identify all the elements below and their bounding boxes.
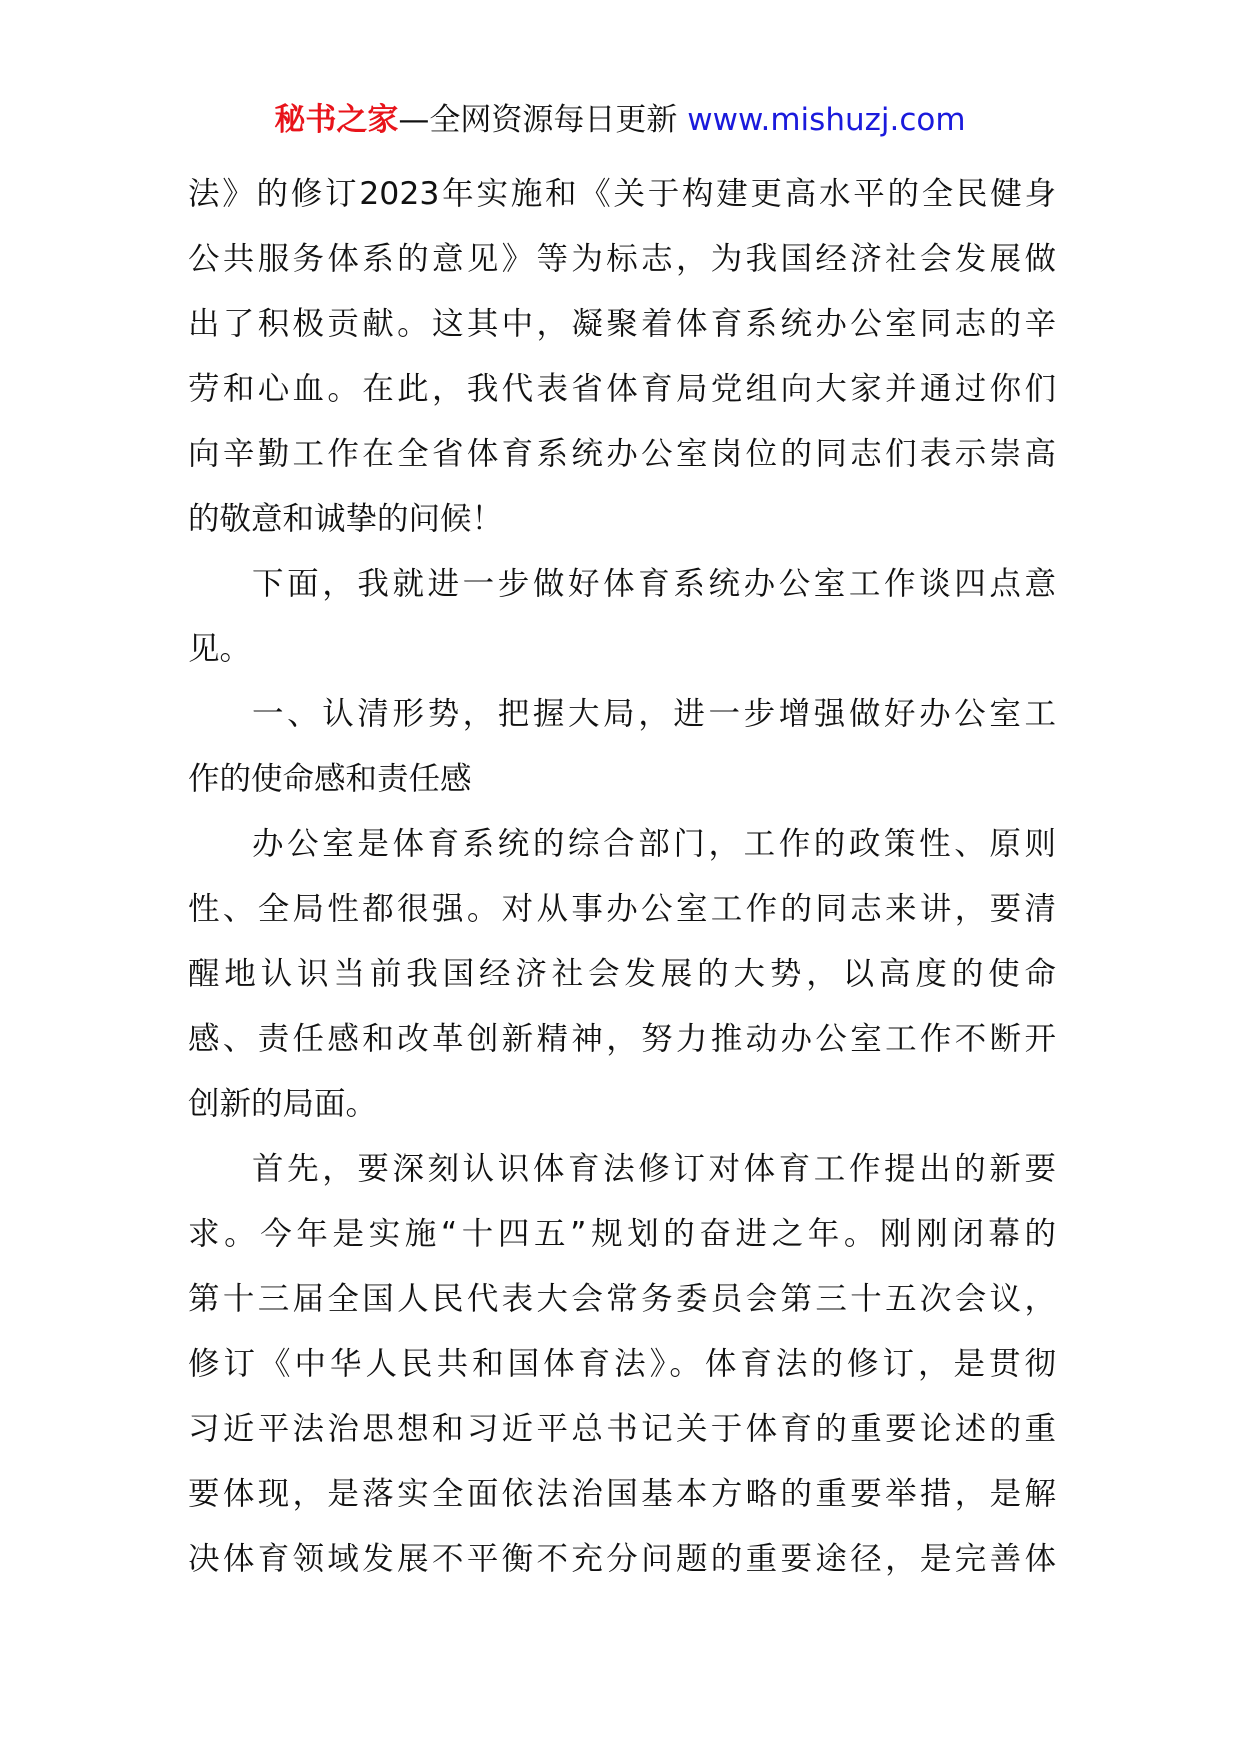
text-line: 办公室是体育系统的综合部门，工作的政策性、原则 <box>252 826 1056 862</box>
text-line: 性、全局性都很强。对从事办公室工作的同志来讲，要清 <box>188 891 1056 927</box>
text-line: 劳和心血。在此，我代表省体育局党组向大家并通过你们 <box>188 371 1056 407</box>
text-line: 求。今年是实施“十四五”规划的奋进之年。刚刚闭幕的 <box>188 1216 1056 1252</box>
text-line: 法》的修订2023年实施和《关于构建更高水平的全民健身 <box>188 176 1056 212</box>
text-line: 首先，要深刻认识体育法修订对体育工作提出的新要 <box>252 1151 1056 1187</box>
section-heading: 一、认清形势，把握大局，进一步增强做好办公室工 <box>252 696 1056 732</box>
header-tagline: —全网资源每日更新 <box>398 102 688 138</box>
text-line: 公共服务体系的意见》等为标志，为我国经济社会发展做 <box>188 241 1056 277</box>
text-line: 的敬意和诚挚的问候！ <box>188 501 504 537</box>
site-url: www.mishuzj.com <box>687 102 966 138</box>
text-line: 决体育领域发展不平衡不充分问题的重要途径，是完善体 <box>188 1541 1056 1577</box>
text-line: 感、责任感和改革创新精神，努力推动办公室工作不断开 <box>188 1021 1056 1057</box>
brand-name: 秘书之家 <box>274 102 399 138</box>
watermark-header <box>0 100 1240 140</box>
text-line: 第十三届全国人民代表大会常务委员会第三十五次会议， <box>188 1281 1056 1317</box>
text-line: 要体现，是落实全面依法治国基本方略的重要举措，是解 <box>188 1476 1056 1512</box>
text-line: 醒地认识当前我国经济社会发展的大势，以高度的使命 <box>188 956 1056 992</box>
text-line: 向辛勤工作在全省体育系统办公室岗位的同志们表示崇高 <box>188 436 1056 472</box>
text-line: 出了积极贡献。这其中，凝聚着体育系统办公室同志的辛 <box>188 306 1056 342</box>
text-line: 创新的局面。 <box>188 1086 378 1122</box>
text-line: 下面，我就进一步做好体育系统办公室工作谈四点意 <box>252 566 1056 602</box>
section-heading: 作的使命感和责任感 <box>188 761 472 797</box>
text-line: 修订《中华人民共和国体育法》。体育法的修订，是贯彻 <box>188 1346 1056 1382</box>
text-line: 习近平法治思想和习近平总书记关于体育的重要论述的重 <box>188 1411 1056 1447</box>
text-line: 见。 <box>188 631 252 667</box>
document-body <box>188 162 1056 1592</box>
